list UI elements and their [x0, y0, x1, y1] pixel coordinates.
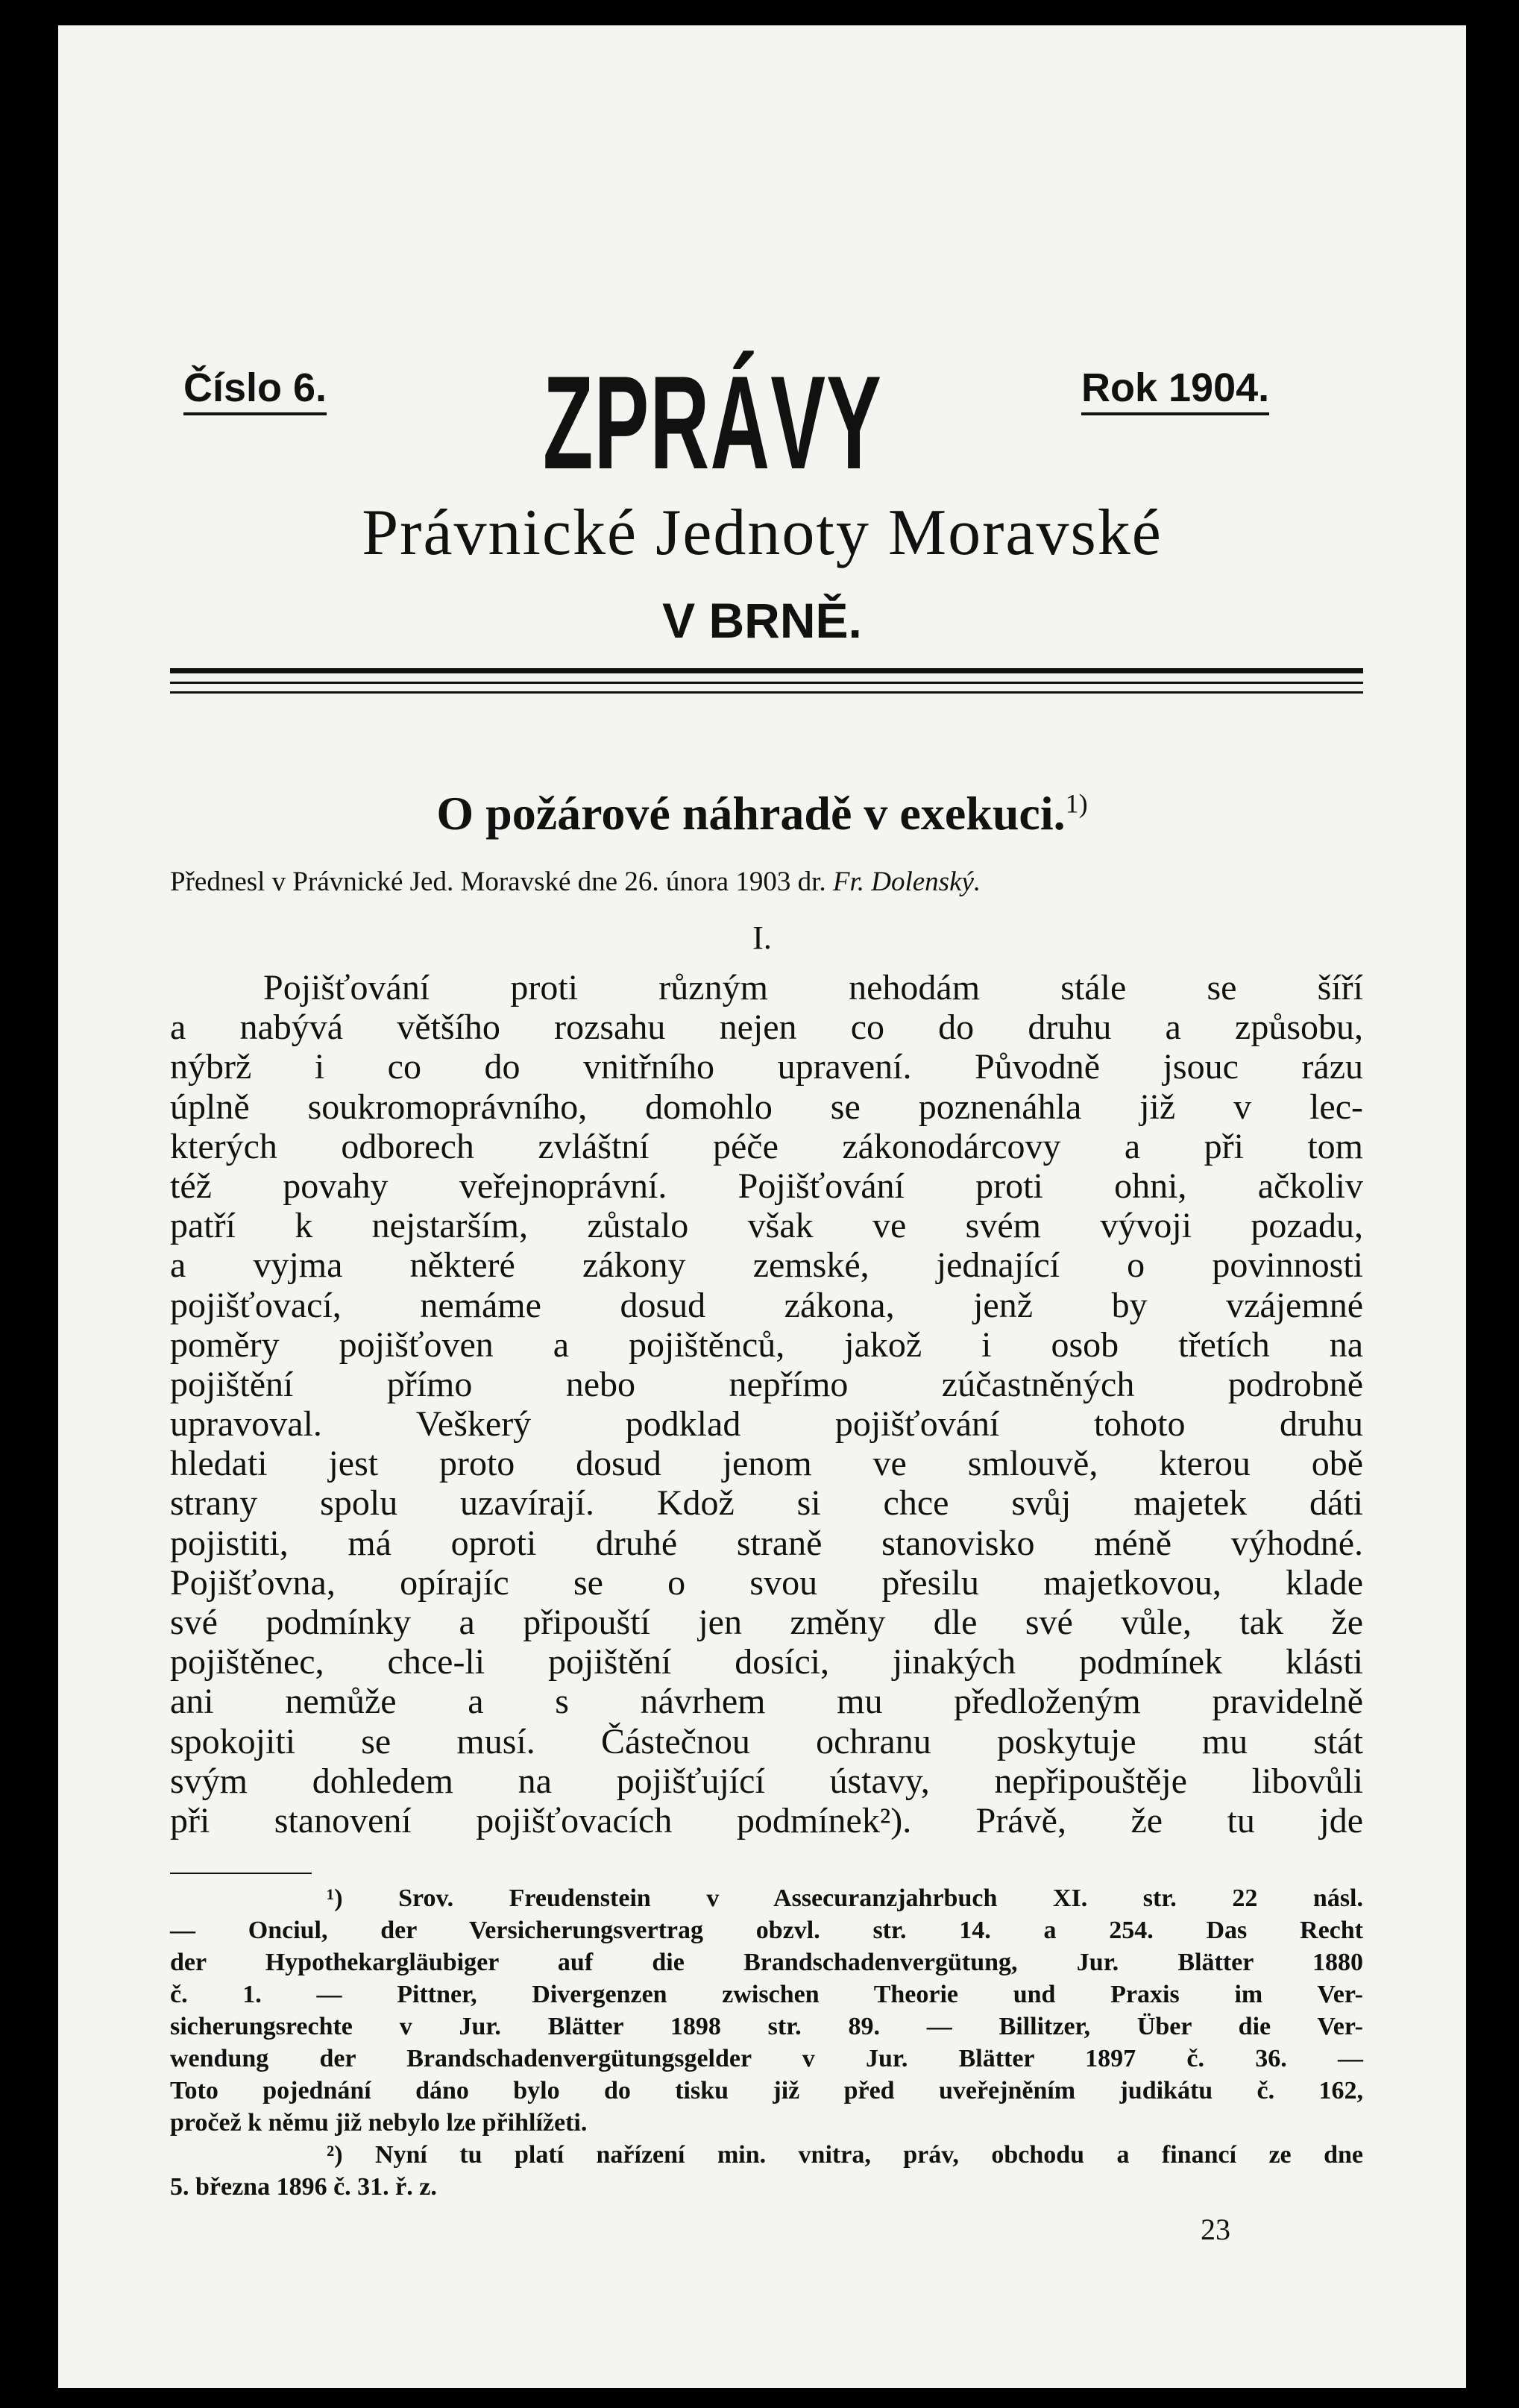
issue-number: Číslo 6.: [183, 365, 327, 415]
body-line: též povahy veřejnoprávní. Pojišťování proti ohni, ačkoliv: [170, 1166, 1363, 1206]
footnote-line: der Hypothekargläubiger auf die Brandschadenvergütung, Jur. Blätter 1880: [170, 1949, 1363, 1976]
document-page: [58, 25, 1466, 2388]
body-line: hledati jest proto dosud jenom ve smlouvě, kterou obě: [170, 1444, 1363, 1484]
article-byline: Přednesl v Právnické Jed. Moravské dne 26. února 1903 dr. Fr. Dolenský.: [170, 867, 981, 897]
footnote-line: — Onciul, der Versicherungsvertrag obzvl. str. 14. a 254. Das Recht: [170, 1917, 1363, 1944]
footnote-line: pročež k němu již nebylo lze přihlížeti.: [170, 2109, 588, 2137]
body-line: pojistiti, má oproti druhé straně stanovisko méně výhodné.: [170, 1523, 1363, 1563]
body-line: ani nemůže a s návrhem mu předloženým pravidelně: [170, 1682, 1363, 1722]
body-line: a vyjma některé zákony zemské, jednající o povinnosti: [170, 1245, 1363, 1286]
body-line: Pojišťovna, opírajíc se o svou přesilu majetkovou, klade: [170, 1562, 1363, 1603]
footnote-line: wendung der Brandschadenvergütungsgelder v Jur. Blätter 1897 č. 36. —: [170, 2045, 1363, 2072]
page-number: 23: [1201, 2213, 1230, 2246]
body-line: pojišťovací, nemáme dosud zákona, jenž by vzájemné: [170, 1285, 1363, 1325]
body-line: strany spolu uzavírají. Kdož si chce svůj majetek dáti: [170, 1483, 1363, 1524]
body-line: při stanovení pojišťovacích podmínek²). Právě, že tu jde: [170, 1800, 1363, 1840]
body-line: pojištění přímo nebo nepřímo zúčastněných podrobně: [170, 1364, 1363, 1404]
body-line: poměry pojišťoven a pojištěnců, jakož i osob třetích na: [170, 1324, 1363, 1365]
author-name: Fr. Dolenský.: [832, 867, 981, 897]
body-line: úplně soukromoprávního, domohlo se poznenáhla již v lec-: [170, 1087, 1363, 1127]
body-line: kterých odborech zvláštní péče zákonodárcovy a při tom: [170, 1126, 1363, 1166]
footnote-separator: [170, 1873, 312, 1874]
body-line: upravoval. Veškerý podklad pojišťování tohoto druhu: [170, 1404, 1363, 1445]
body-line: svým dohledem na pojišťující ústavy, nepřipouštěje libovůli: [170, 1761, 1363, 1801]
header-rule-thin: [170, 682, 1363, 684]
body-line: pojištěnec, chce-li pojištění dosíci, jinakých podmínek klásti: [170, 1642, 1363, 1682]
body-line: spokojiti se musí. Částečnou ochranu poskytuje mu stát: [170, 1721, 1363, 1761]
organization-name: Právnické Jednoty Moravské: [362, 497, 1163, 569]
article-body: [170, 968, 1363, 1840]
header-rule-thick: [170, 668, 1363, 673]
body-line: a nabývá většího rozsahu nejen co do druhu a způsobu,: [170, 1007, 1363, 1048]
footnote-line: ²) Nyní tu platí nařízení min. vnitra, práv, obchodu a financí ze dne: [327, 2141, 1363, 2169]
footnote-line: 5. března 1896 č. 31. ř. z.: [170, 2173, 437, 2201]
article-title: O požárové náhradě v exekuci.$^{1)}$: [436, 787, 1088, 840]
journal-title: ZPRÁVY: [543, 348, 883, 497]
body-line: nýbrž i co do vnitřního upravení. Původně jsouc rázu: [170, 1047, 1363, 1087]
footnote-line: ¹) Srov. Freudenstein v Assecuranzjahrbuch XI. str. 22 násl.: [327, 1884, 1363, 1912]
footnote-line: sicherungsrechte v Jur. Blätter 1898 str. 89. — Billitzer, Über die Ver-: [170, 2013, 1363, 2040]
body-line: Pojišťování proti různým nehodám stále se šíří: [263, 968, 1363, 1007]
footnote-line: Toto pojednání dáno bylo do tisku již před uveřejněním judikátu č. 162,: [170, 2077, 1363, 2104]
body-line: patří k nejstarším, zůstalo však ve svém vývoji pozadu,: [170, 1206, 1363, 1246]
section-number: I.: [752, 919, 772, 956]
body-line: své podmínky a připouští jen změny dle své vůle, tak že: [170, 1603, 1363, 1642]
title-footnote-ref: 1): [1065, 788, 1088, 819]
header-rule-thin-2: [170, 691, 1363, 694]
city-name: V BRNĚ.: [662, 593, 862, 648]
footnote-line: č. 1. — Pittner, Divergenzen zwischen Theorie und Praxis im Ver-: [170, 1981, 1363, 2008]
footnotes: [170, 1882, 1363, 2203]
publication-year: Rok 1904.: [1081, 365, 1269, 415]
